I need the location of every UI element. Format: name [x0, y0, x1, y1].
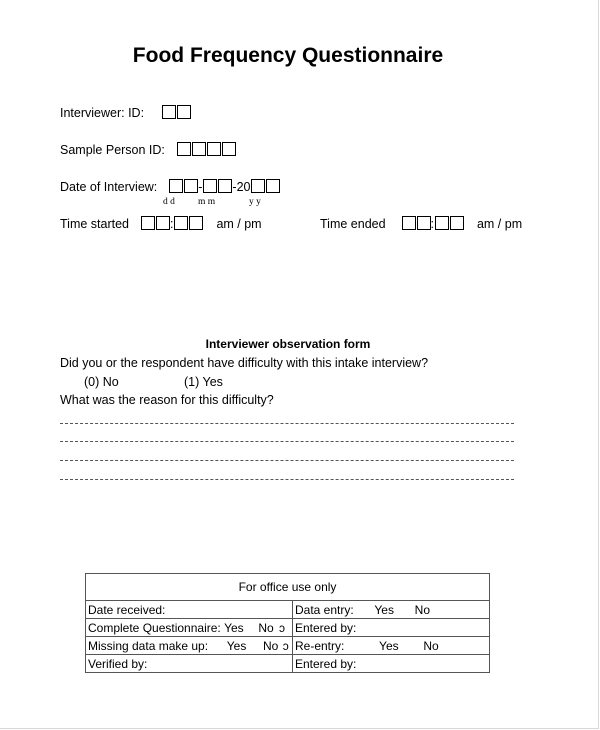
missing-data-yes[interactable]: Yes	[226, 638, 247, 653]
sample-person-id-box[interactable]	[222, 142, 236, 156]
time-ended-label: Time ended	[320, 217, 386, 231]
table-row	[86, 637, 490, 655]
sample-person-id-box[interactable]	[177, 142, 191, 156]
table-row	[86, 601, 490, 619]
time-ended-minute-box[interactable]	[450, 216, 464, 230]
missing-data-no[interactable]: No	[263, 638, 279, 653]
answer-line[interactable]	[60, 460, 514, 461]
page-title: Food Frequency Questionnaire	[132, 44, 444, 67]
time-started-label: Time started	[60, 217, 130, 231]
interviewer-id-box[interactable]	[162, 105, 176, 119]
date-year-box[interactable]	[266, 179, 280, 193]
time-started-hour-box[interactable]	[141, 216, 155, 230]
time-started-minute-box[interactable]	[189, 216, 203, 230]
answer-line[interactable]	[60, 441, 514, 442]
date-month-box[interactable]	[203, 179, 217, 193]
missing-data-label: Missing data make up:	[88, 638, 209, 653]
date-received-cell[interactable]: Date received:	[86, 601, 293, 619]
re-entry-yes[interactable]: Yes	[379, 638, 399, 653]
complete-questionnaire-no[interactable]: No	[258, 620, 274, 635]
date-day-box[interactable]	[169, 179, 183, 193]
difficulty-question: Did you or the respondent have difficulty with this intake interview?	[60, 356, 429, 370]
interviewer-id-box[interactable]	[177, 105, 191, 119]
time-ended-row	[320, 216, 522, 231]
option-yes[interactable]: (1) Yes	[184, 375, 223, 389]
table-row	[86, 619, 490, 637]
time-started-row	[60, 216, 262, 231]
re-entry-cell[interactable]	[293, 637, 490, 655]
date-of-interview-row	[60, 179, 280, 194]
bracket-mark-icon: ɔ	[282, 638, 289, 653]
observation-heading: Interviewer observation form	[205, 337, 371, 351]
interviewer-id-row	[60, 105, 191, 120]
reason-question: What was the reason for this difficulty?	[60, 393, 274, 407]
re-entry-label: Re-entry:	[295, 638, 345, 653]
bracket-mark-icon: ɔ	[279, 620, 286, 635]
sample-person-id-box[interactable]	[207, 142, 221, 156]
verified-by-cell[interactable]: Verified by:	[86, 655, 293, 673]
re-entry-no[interactable]: No	[423, 638, 439, 653]
time-started-ampm: am / pm	[216, 217, 262, 231]
time-started-hour-box[interactable]	[156, 216, 170, 230]
date-dash: -	[198, 180, 203, 194]
data-entry-label: Data entry:	[295, 602, 354, 617]
answer-line[interactable]	[60, 423, 514, 424]
data-entry-yes[interactable]: Yes	[374, 602, 394, 617]
date-hint-year: y y	[249, 197, 261, 207]
entered-by-cell[interactable]: Entered by:	[293, 619, 490, 637]
complete-questionnaire-label: Complete Questionnaire:	[88, 620, 221, 635]
complete-questionnaire-cell[interactable]	[86, 619, 293, 637]
missing-data-cell[interactable]	[86, 637, 293, 655]
time-ended-ampm: am / pm	[476, 217, 523, 231]
data-entry-no[interactable]: No	[414, 602, 430, 617]
sample-person-id-box[interactable]	[192, 142, 206, 156]
complete-questionnaire-yes[interactable]: Yes	[224, 620, 244, 635]
table-row	[86, 655, 490, 673]
option-no[interactable]: (0) No	[84, 375, 119, 389]
date-year-prefix: -20	[232, 180, 251, 194]
office-use-table	[85, 573, 490, 673]
interviewer-id-label: Interviewer: ID:	[60, 106, 145, 120]
date-of-interview-label: Date of Interview:	[60, 180, 158, 194]
time-started-colon: :	[169, 217, 174, 231]
sample-person-id-label: Sample Person ID:	[60, 143, 165, 157]
entered-by-2-cell[interactable]: Entered by:	[293, 655, 490, 673]
date-hint-month: m m	[198, 197, 216, 207]
answer-line[interactable]	[60, 479, 514, 480]
office-use-header: For office use only	[86, 574, 490, 601]
time-ended-hour-box[interactable]	[417, 216, 431, 230]
date-day-box[interactable]	[184, 179, 198, 193]
data-entry-cell[interactable]	[293, 601, 490, 619]
time-ended-colon: :	[430, 217, 434, 231]
time-started-minute-box[interactable]	[174, 216, 188, 230]
date-year-box[interactable]	[251, 179, 265, 193]
sample-person-id-row	[60, 142, 236, 157]
time-ended-hour-box[interactable]	[402, 216, 416, 230]
date-month-box[interactable]	[218, 179, 232, 193]
date-hint-day: d d	[163, 197, 175, 207]
time-ended-minute-box[interactable]	[435, 216, 449, 230]
